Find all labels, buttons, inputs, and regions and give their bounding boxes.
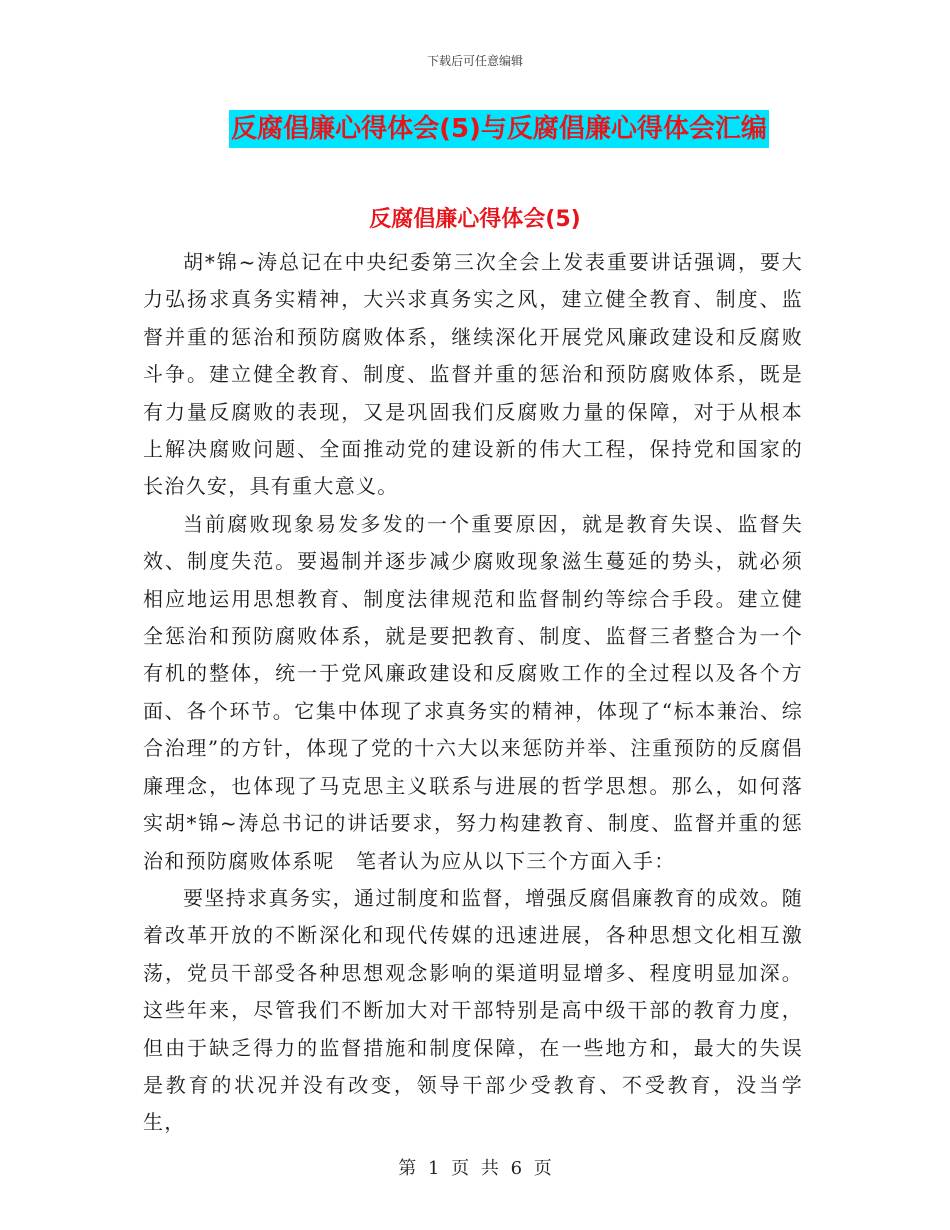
page-footer: 第 1 页 共 6 页 xyxy=(398,1158,552,1179)
paragraph: 胡*锦~涛总记在中央纪委第三次全会上发表重要讲话强调，要大力弘扬求真务实精神，大兴求真务实之风，建立健全教育、制度、监督并重的惩治和预防腐败体系，继续深化开展党风廉政建设和反腐败斗争。建立健全教育、制度、监督并重的惩治和预防腐败体系，既是有力量反腐败的表现，又是巩固我们反腐败力量的保障，对于从根本上解决腐败问题、全面推动党的建设新的伟大工程，保持党和国家的长治久安，具有重大意义。 xyxy=(143,250,803,499)
main-title: 反腐倡廉心得体会(5)与反腐倡廉心得体会汇编 xyxy=(229,110,769,148)
body-text xyxy=(143,244,803,1142)
paragraph: 当前腐败现象易发多发的一个重要原因，就是教育失误、监督失效、制度失范。要遏制并逐步减少腐败现象滋生蔓延的势头，就必须相应地运用思想教育、制度法律规范和监督制约等综合手段。建立健全惩治和预防腐败体系，就是要把教育、制度、监督三者整合为一个有机的整体，统一于党风廉政建设和反腐败工作的全过程以及各个方面、各个环节。它集中体现了求真务实的精神，体现了“标本兼治、综合治理”的方针，体现了党的十六大以来惩防并举、注重预防的反腐倡廉理念，也体现了马克思主义联系与进展的哲学思想。那么，如何落实胡*锦~涛总书记的讲话要求，努力构建教育、制度、监督并重的惩治和预防腐败体系呢 笔者认为应从以下三个方面入手： xyxy=(143,511,803,873)
paragraph: 要坚持求真务实，通过制度和监督，增强反腐倡廉教育的成效。随着改革开放的不断深化和现代传媒的迅速进展，各种思想文化相互激荡，党员干部受各种思想观念影响的渠道明显增多、程度明显加深。这些年来，尽管我们不断加大对干部特别是高中级干部的教育力度，但由于缺乏得力的监督措施和制度保障，在一些地方和，最大的失误是教育的状况并没有改变，领导干部少受教育、不受教育，没当学生， xyxy=(143,885,803,1135)
section-title: 反腐倡廉心得体会(5) xyxy=(369,207,581,232)
page-header: 下载后可任意编辑 xyxy=(426,54,523,68)
main-title-container xyxy=(0,110,950,148)
